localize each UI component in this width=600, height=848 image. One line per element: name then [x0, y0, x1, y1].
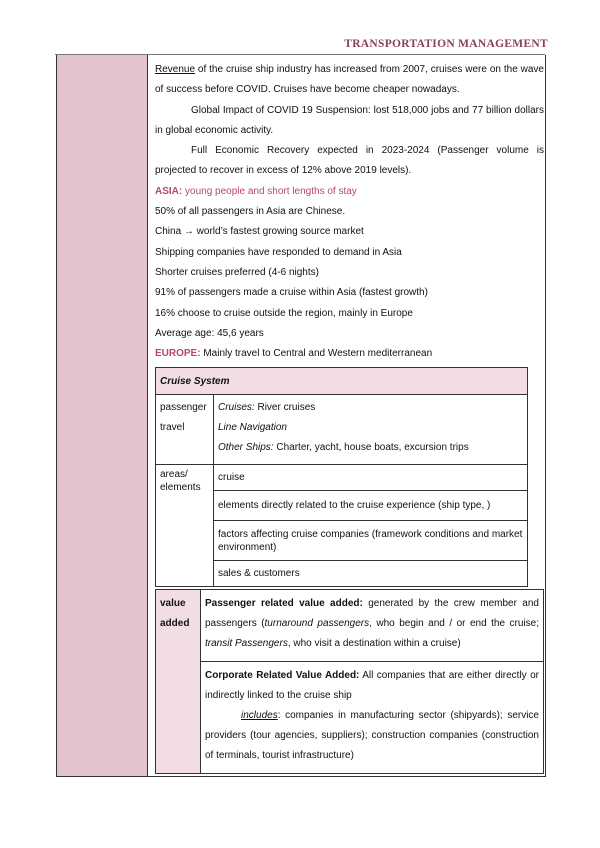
asia-point: 91% of passengers made a cruise within Asia (fastest growth)	[155, 287, 428, 299]
includes-word: includes	[241, 710, 278, 721]
travel-label-line: travel	[160, 422, 185, 433]
elements-label-line: elements	[160, 482, 201, 493]
cruises-label: Cruises:	[218, 402, 255, 413]
asia-text: young people and short lengths of stay	[182, 185, 357, 197]
areas-item: cruise	[214, 465, 528, 491]
left-notes-column	[56, 55, 148, 777]
passenger-value-text-2: , who begin and / or end the cruise;	[369, 618, 539, 629]
areas-item: elements directly related to the cruise experience (ship type, )	[214, 491, 528, 521]
asia-point: Shipping companies have responded to demand in Asia	[155, 246, 402, 258]
corporate-value-text: All companies that are either directly or indirectly linked to the cruise ship	[205, 670, 540, 701]
value-added-table	[155, 589, 544, 774]
corporate-value-title: Corporate Related Value Added:	[205, 670, 360, 681]
europe-label: EUROPE:	[155, 348, 201, 360]
other-ships-line	[218, 438, 523, 458]
passenger-travel-label	[156, 395, 214, 465]
corporate-value-cell	[201, 662, 544, 774]
cruises-line	[218, 398, 523, 418]
areas-label-line: areas/	[160, 469, 188, 480]
europe-text: Mainly travel to Central and Western mediterranean	[200, 348, 433, 360]
value-added-label	[156, 590, 201, 774]
cruises-text: River cruises	[254, 402, 316, 413]
europe-heading	[155, 344, 544, 364]
asia-point: Average age: 45,6 years	[155, 327, 264, 339]
other-ships-text: Charter, yacht, house boats, excursion trips	[273, 442, 469, 453]
corporate-value-line	[205, 666, 539, 706]
turnaround-term: turnaround passengers	[264, 618, 370, 629]
revenue-paragraph	[155, 60, 544, 101]
asia-heading	[155, 182, 544, 202]
passenger-value-cell	[201, 590, 544, 662]
covid-impact-paragraph: Global Impact of COVID 19 Suspension: lost 518,000 jobs and 77 billion dollars in global economic activity.	[155, 104, 544, 136]
asia-label: ASIA:	[155, 185, 183, 197]
other-ships-label: Other Ships:	[218, 442, 274, 453]
passenger-label-line: passenger	[160, 402, 207, 413]
cruise-system-table	[155, 367, 528, 587]
passenger-value-text-3: , who visit a destination within a cruise)	[287, 638, 461, 649]
added-label-line: added	[160, 618, 190, 630]
value-label-line: value	[160, 598, 186, 609]
revenue-word: Revenue	[155, 64, 196, 75]
passenger-travel-cell	[214, 395, 528, 465]
asia-point: Shorter cruises preferred (4-6 nights)	[155, 266, 319, 278]
recovery-paragraph: Full Economic Recovery expected in 2023-2024 (Passenger volume is projected to recover in excess of 12% above 2019 levels).	[155, 145, 544, 177]
asia-point: 50% of all passengers in Asia are Chinese.	[155, 206, 346, 218]
passenger-value-text-1: generated by the crew member and passengers (	[205, 598, 539, 629]
page-header-title: TRANSPORTATION MANAGEMENT	[344, 38, 548, 50]
cruise-system-title: Cruise System	[156, 368, 528, 395]
areas-item: factors affecting cruise companies (framework conditions and market environment)	[214, 521, 528, 561]
main-text	[155, 60, 544, 364]
line-navigation: Line Navigation	[218, 422, 287, 433]
areas-item: sales & customers	[214, 561, 528, 587]
areas-elements-label	[156, 465, 214, 587]
asia-point: 16% choose to cruise outside the region, mainly in Europe	[155, 307, 413, 319]
includes-text: : companies in manufacturing sector (shipyards); service providers (tour agencies, suppliers); construction companies (construction of terminals, tourist infrastructure)	[205, 710, 539, 761]
revenue-text: of the cruise ship industry has increased from 2007, cruises were on the wave of success before COVID. Cruises have become cheaper nowadays.	[155, 64, 544, 96]
includes-line	[205, 706, 539, 766]
passenger-value-title: Passenger related value added:	[205, 598, 363, 609]
asia-point: China → world’s fastest growing source market	[155, 226, 364, 238]
transit-term: transit Passengers	[205, 638, 288, 649]
